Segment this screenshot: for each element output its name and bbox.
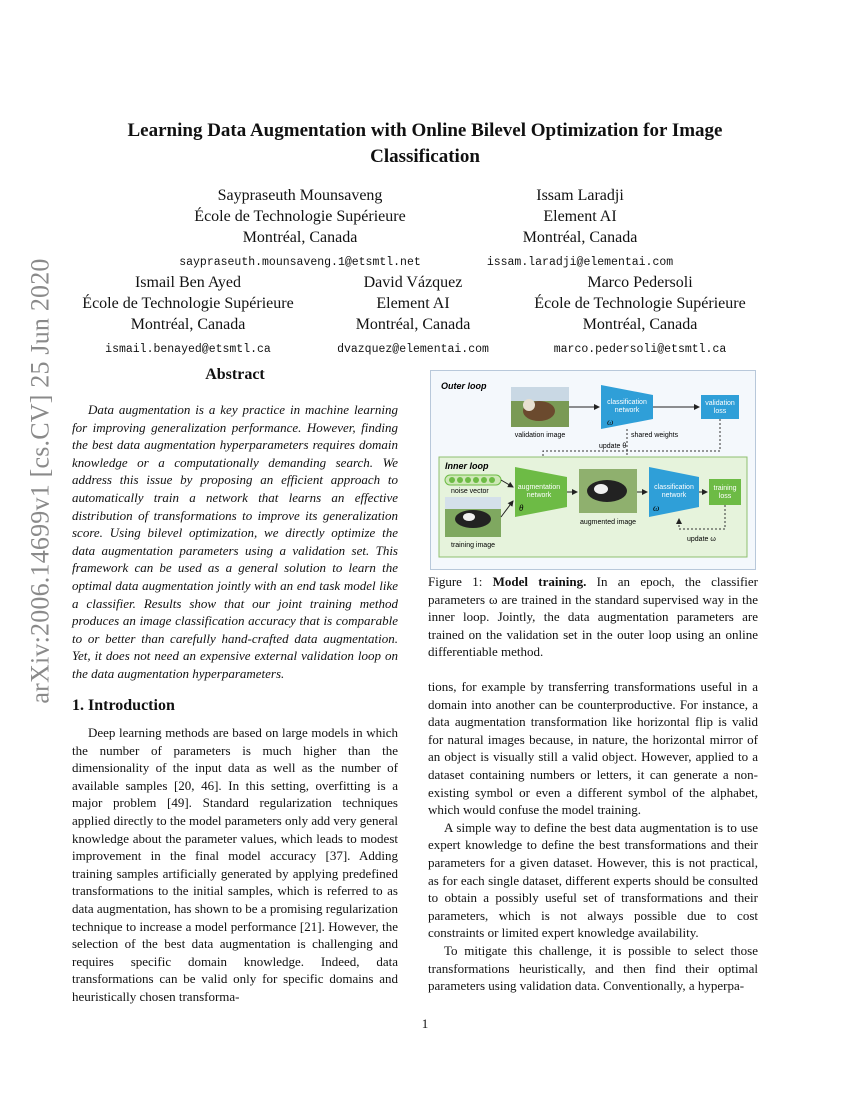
author-block	[516, 272, 764, 360]
arxiv-stamp-text: arXiv:2006.14699v1 [cs.CV] 25 Jun 2020	[26, 258, 56, 704]
augmented-image	[579, 469, 637, 513]
training-image-label: training image	[451, 542, 495, 549]
outer-loop-label: Outer loop	[441, 381, 487, 391]
body-paragraph: To mitigate this challenge, it is possible to select those transformations heuristically, and then find their optimal parameters using validation data. Conventionally, a hyperpa-	[428, 942, 758, 994]
validation-image-label: validation image	[514, 432, 566, 439]
validation-loss-box	[701, 395, 739, 419]
author-location: Montréal, Canada	[582, 316, 698, 333]
caption-title: Model training.	[492, 574, 587, 589]
author-block	[70, 272, 306, 360]
training-loss-box	[709, 479, 741, 505]
author-name: Marco Pedersoli	[587, 274, 693, 291]
augmented-image-label: augmented image	[579, 519, 637, 526]
author-name: Saypraseuth Mounsaveng	[217, 187, 383, 204]
training-diagram	[431, 371, 755, 569]
author-email[interactable]: issam.laradji@elementai.com	[486, 256, 674, 269]
validation-image	[511, 387, 569, 427]
intro-paragraph: Deep learning methods are based on large models in which the number of parameters is much higher than the dimensionality of the input data as well as the number of available samples [20, 46]. In this setting, overfitting is a major problem [49]. Standard regularization techniques applied directly to the model parameters only add very general knowledge about the parameter values, which leads to modest improvement in the final model accuracy [37]. Adding training samples artificially generated by applying predefined transformations to the initial samples, which is referred to as data augmentation, has shown to be a promising regularization technique to increase a model performance [21]. However, the selection of the best data augmentation is challenging and requires specific domain knowledge. Indeed, data transformations can be valid only for specific domains and heuristically chosen transforma-	[72, 725, 398, 1004]
training-image	[445, 497, 501, 537]
page-number: 1	[421, 1016, 429, 1031]
noise-vector	[445, 475, 501, 485]
author-block	[452, 185, 708, 273]
abstract-body: Data augmentation is a key practice in machine learning for improving generalization performance. However, finding the best data augmentation hyperparameters requires domain knowledge or a computationally demanding search. We address this issue by proposing an efficient approach to automatically train a network that learns an effective distribution of transformations to improve its generalization score. Using bilevel optimization, we directly optimize the data augmentation parameters using a validation set. This framework can be used as a general solution to learn the optimal data augmentation jointly with an end task model like a classifier. Results show that our joint training method produces an image classification accuracy that is comparable to or better than carefully hand-crafted data augmentation. Yet, it does not need an expensive external validation loop on the data augmentation hyperparameters.	[72, 402, 398, 681]
author-block	[318, 272, 508, 360]
author-affiliation: École de Technologie Supérieure	[82, 295, 294, 312]
author-email[interactable]: dvazquez@elementai.com	[337, 343, 489, 356]
author-name: Ismail Ben Ayed	[134, 274, 242, 291]
outer-classification-network	[601, 385, 653, 429]
svg-text:classification: classification	[654, 484, 694, 491]
shared-weights-label: shared weights	[631, 432, 679, 439]
caption-label: Figure 1:	[428, 574, 483, 589]
body-paragraph: tions, for example by transferring transformations useful in a domain into another can be counterproductive. For instance, a data augmentation transformation like horizontal flip is valid for natural images because, in nature, the horizontal mirror of an object is visually still a valid object. However, applied to a dataset containing numbers or letters, it can generate a non-existing symbol or even a different symbol of the alphabet, which would confuse the model training.	[428, 679, 758, 818]
inner-loop-label: Inner loop	[445, 461, 489, 471]
svg-text:network: network	[526, 492, 552, 499]
author-block	[150, 185, 450, 273]
author-location: Montréal, Canada	[130, 316, 246, 333]
update-omega-label: update ω	[687, 536, 716, 543]
author-location: Montréal, Canada	[522, 229, 638, 246]
author-email[interactable]: saypraseuth.mounsaveng.1@etsmtl.net	[179, 256, 421, 269]
svg-text:validation: validation	[705, 400, 735, 407]
author-location: Montréal, Canada	[242, 229, 358, 246]
figure-1	[430, 370, 756, 570]
right-column-text	[428, 678, 758, 995]
theta-symbol: θ	[519, 503, 524, 513]
author-name: David Vázquez	[363, 274, 463, 291]
abstract-heading: Abstract	[205, 366, 265, 383]
author-location: Montréal, Canada	[355, 316, 471, 333]
svg-text:ω: ω	[653, 503, 660, 513]
svg-text:training: training	[713, 485, 737, 492]
author-affiliation: École de Technologie Supérieure	[194, 208, 406, 225]
section-heading: 1. Introduction	[72, 697, 175, 714]
figure-caption	[428, 573, 758, 661]
omega-symbol: ω	[607, 417, 614, 427]
caption-text: In an epoch, the classifier parameters ω are trained in the standard supervised way in the inner loop. Jointly, the data augmentation parameters are trained on the validation set in the outer loop using an online differentiable method.	[428, 574, 759, 660]
svg-text:loss: loss	[713, 408, 727, 415]
arxiv-stamp	[8, 258, 74, 704]
author-name: Issam Laradji	[536, 187, 624, 204]
body-paragraph: A simple way to define the best data augmentation is to use expert knowledge to define the best transformations and their parameters for a given dataset. However, this is not practical, as for each single dataset, different experts should be consulted to obtain a possibly useful set of transformations and their parameters, which is not always possible due to cost constraints or limited expert knowledge availability.	[428, 819, 758, 941]
svg-text:augmentation: augmentation	[517, 484, 561, 491]
svg-text:classification: classification	[607, 399, 647, 406]
author-affiliation: Element AI	[543, 208, 617, 225]
author-affiliation: École de Technologie Supérieure	[534, 295, 746, 312]
author-affiliation: Element AI	[376, 295, 450, 312]
svg-text:network: network	[614, 407, 640, 414]
svg-text:loss: loss	[718, 493, 732, 500]
paper-title: Learning Data Augmentation with Online Bilevel Optimization for Image Classification	[127, 120, 723, 167]
author-email[interactable]: marco.pedersoli@etsmtl.ca	[553, 343, 727, 356]
update-theta-label: update θ	[599, 443, 627, 450]
svg-text:network: network	[661, 492, 687, 499]
noise-vector-label: noise vector	[451, 488, 489, 495]
author-email[interactable]: ismail.benayed@etsmtl.ca	[105, 343, 271, 356]
